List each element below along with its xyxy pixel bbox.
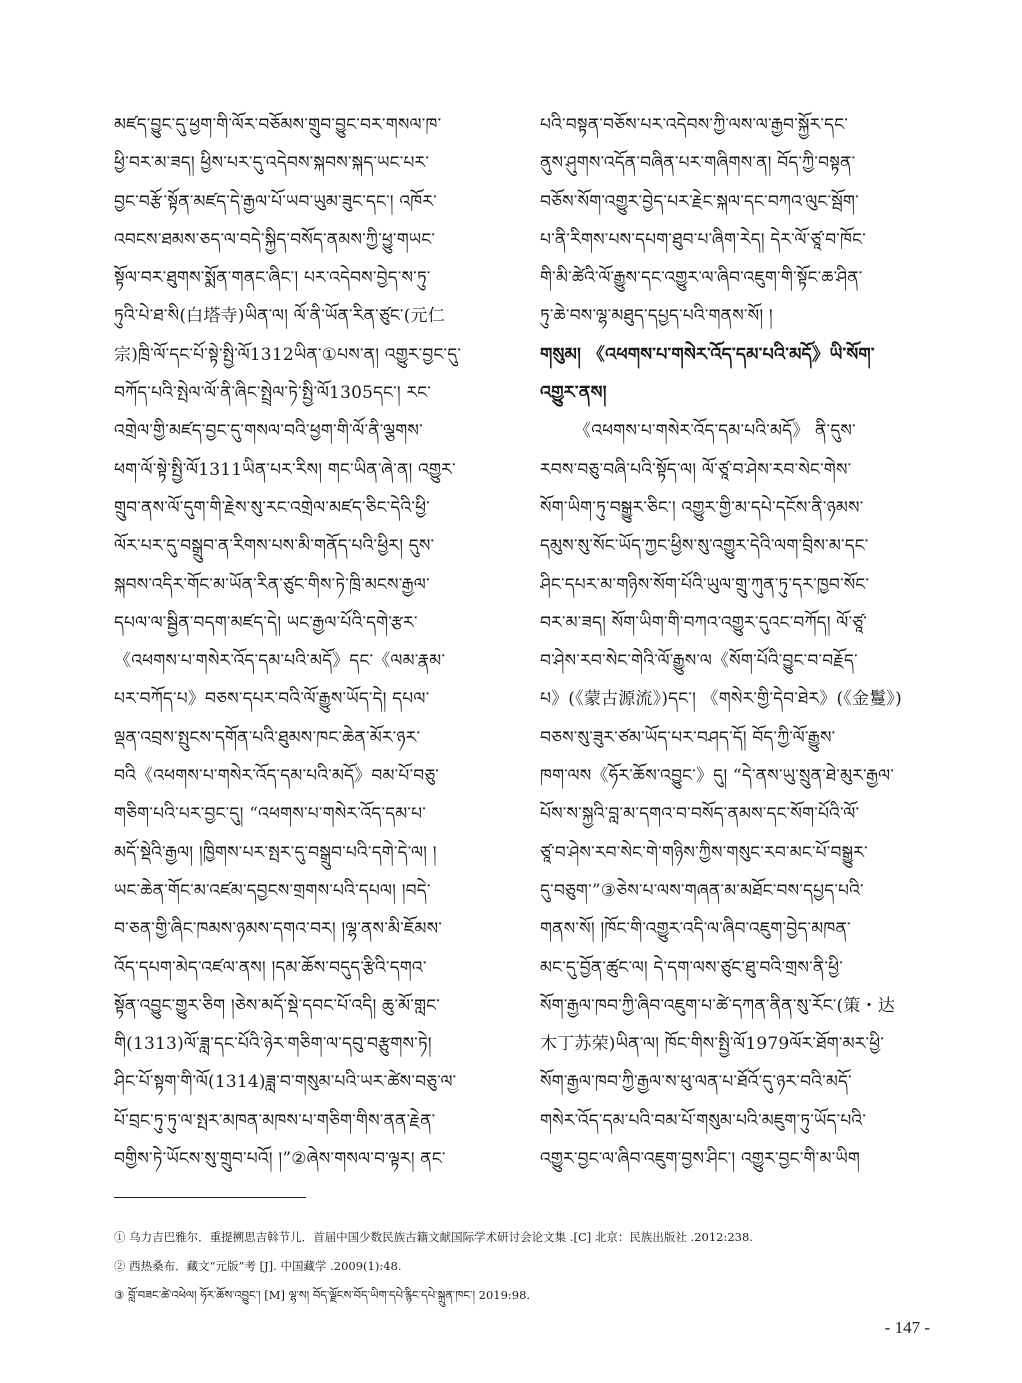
text-line: བྱང་བརྩོ་སྟོན་མཛད་དེ་རྒྱལ་པོ་ཡབ་ཡུམ་ཟུང་དང་། འཁོར་ [114,191,437,212]
text-line: གྲུབ་ནས་ལོ་དུག་གི་རྗེས་སུ་རང་འགྲེལ་མཛད་ཅིང་དེའི་ཕྱི་ [114,497,431,518]
text-line: མཛད་བྱུང་དུ་ཕྱག་གི་ལོར་བཅོམས་གྲུབ་བྱུང་བར་གསལ་ཁ་ [114,115,442,135]
text-line: རབས་བཅུ་བཞི་པའི་སྟོད་ལ། ལོ་ཙཱ་བ་ཤེས་རབ་སེང་གེས་ [540,459,852,480]
text-line: འགྲེལ་གྱི་མཛད་བྱང་དུ་གསལ་བའི་ཕྱག་གི་ལོ་ནི་ལྕགས་ [114,421,423,442]
text-line: བཅོས་སོག་འགྱུར་བྱེད་པར་རྗེང་སྐལ་དང་བཀའ་ལུང་སྦོག་ [540,191,859,212]
text-line: སོག་རྒྱལ་ཁབ་ཀྱི་རྒྱལ་ས་ཕུ་ལན་པ་ཐོའོ་དུ་ཉར་བའི་མདོ་ [540,1072,852,1093]
text-line: ལྡན་འབྲས་སྤུངས་དགོན་པའི་ཐུམས་ཁང་ཆེན་མོར་ཉར་ [114,727,421,748]
text-line: 《འཕགས་པ་གསེར་འོད་དམ་པའི་མདོ》དང་《ལམ་རྣམ་ [114,651,446,672]
text-line: སྟོལ་བར་ཐུགས་སྨོན་གནང་ཞིང་། པར་འདེབས་བྱེད་ས་ཏུ་ [114,268,431,289]
text-line: ཏུའི་པེ་ཐ་སི(白塔寺)ཡིན་ལ། ལོ་ནི་ཡོན་རིན་ཙུང་(元仁 [114,306,445,327]
footnote-2: ② 西热桑布．藏文“元版”考 [J]. 中国藏学 .2009(1):48. [114,1259,402,1273]
text-line: བ་ཅན་གྱི་ཞིང་ཁམས་ཉམས་དགའ་བར། །ལྷ་ནས་མི་ཇོམས་ [114,919,443,940]
text-line: གི་མི་ཚེའི་ལོ་རྒྱུས་དང་འགྱུར་ལ་ཞིབ་འཇུག་གི་སྟོང་ཆ་ཤིན་ [540,268,863,289]
text-line: ནུས་ཤུགས་འདོན་བཞིན་པར་གཞིགས་ན། བོད་ཀྱི་བསྟན་ [540,153,856,174]
text-line: འོད་དཔག་མེད་འཛལ་ནས། །དམ་ཆོས་བདུད་རྩིའི་དགའ་ [114,957,427,978]
text-line: ཕྱི་བར་མ་ཟད། ཕྱིས་པར་དུ་འདེབས་སྐབས་སྐད་ཡང་པར་ [114,153,430,174]
text-line: ཕག་ལོ་སྟེ་སྤྱི་ལོ1311ཡིན་པར་རིས། གང་ཡིན་ཞེ་ན། འགྱུར་ [114,459,456,480]
text-line: ཁག་ལས《ཧོར་ཆོས་འབྱུང་》དུ། “དེ་ནས་ཡུ་སྲུན་ཐེ་མུར་རྒྱལ་ [540,766,895,787]
text-line: བཅས་སུ་ཟུར་ཙམ་ཡོད་པར་བཤད་དོ། བོད་ཀྱི་ལོ་རྒྱུས་ [540,727,836,748]
text-line: བའི《འཕགས་པ་གསེར་འོད་དམ་པའི་མདོ》བམ་པོ་བཅུ་ [114,766,440,787]
text-line: གི(1313)ལོ་ཟླ་དང་པོའི་ཉེར་གཅིག་ལ་དབུ་བརྩུགས་ཏེ། [114,1034,432,1055]
footnote-divider [114,1197,306,1198]
left-column [114,106,509,1178]
text-line: གསེར་འོད་དམ་པའི་བམ་པོ་གསུམ་པའི་མཇུག་ཏུ་ཡོད་པའི་ [540,1110,867,1131]
text-line: པོ་བྲང་ཏུ་ཏུ་ལ་སྤར་མཁན་མཁས་པ་གཅིག་གིས་ནན་རྗེན་ [114,1110,436,1131]
text-line: ཡང་ཆེན་གོང་མ་འཛམ་དབྱངས་གྲགས་པའི་དཔལ། །བདེ་ [114,880,431,901]
text-line: གནས་སོ། །ཁོང་གི་འགྱུར་འདི་ལ་ཞིབ་འཇུག་བྱེད་མཁན་ [540,919,851,940]
footnotes [114,1226,934,1313]
page-number: - 147 - [884,1318,930,1337]
text-line: པའི་བསྟན་བཅོས་པར་འདེབས་ཀྱི་ལས་ལ་རྒྱབ་སྐྱོར་དང་ [540,115,848,135]
text-line: བར་མ་ཟད། སོག་ཡིག་གི་བཀའ་འགྱུར་དུའང་བཀོད། ལོ་ཙཱ་ [540,612,868,633]
text-line: 木丁苏荣)ཡིན་ལ། ཁོང་གིས་སྤྱི་ལོ1979ལོར་ཐོག་མར་ཕྱི་ [540,1034,885,1055]
text-line: ཙཱ་བ་ཤེས་རབ་སེང་གེ་གཉིས་ཀྱིས་གསུང་རབ་མང་པོ་བསྒྱུར་ [540,842,868,863]
footnote-3: ③ བློ་བཟང་ཚེ་འཕེལ། ཧོར་ཆོས་འབྱུང་། [M] ལྷ་ས། བོད་ལྗོངས་བོད་ཡིག་དཔེ་རྙིང་དཔེ་སྐྲུན་ཁང་། 2019:98. [114,1288,531,1302]
text-line: པོས་ས་སྐྱའི་བླ་མ་དགའ་བ་བསོད་ནམས་དང་སོག་པོའི་ལོ་ [540,804,860,825]
text-line: མང་དུ་བྱོན་ཚུང་ལ། དེ་དག་ལས་ཙུང་ཐུ་བའི་གྲས་ནི་ཕྱི་ [540,957,844,978]
text-line: 《འཕགས་པ་གསེར་འོད་དམ་པའི་མདོ》 ནི་དུས་ [574,421,856,442]
text-line: 宗)ཁྲི་ལོ་དང་པོ་སྟེ་སྤྱི་ལོ1312ཡིན་①པས་ན། འགྱུར་བྱང་དུ་ [114,344,462,365]
text-line: དཔལ་ལ་སྦྱིན་བདག་མཛད་དེ། ཡང་རྒྱལ་པོའི་དགེ་རྩར་ [114,612,418,633]
section-heading: འགྱུར་ནས། [540,383,607,404]
text-line: མདོ་སྡེའི་རྒྱལ། །ཁྱིགས་པར་སྤར་དུ་བསྒྲུབ་པའི་དགེ་དེ་ལ། ། [114,842,437,863]
text-line: བགྱིས་ཏེ་ཡོངས་སུ་གྲུབ་པའོ། །”②ཞེས་གསལ་བ་ལྟར། ནང་ [114,1149,446,1170]
text-line: སྟོན་འབྱུང་གྱུར་ཅིག །ཅེས་མདོ་སྡེ་དབང་པོ་འདི། ཆུ་མོ་གླང་ [114,995,440,1016]
right-column [540,106,935,1178]
text-line: པ་ནི་རིགས་པས་དཔག་ཐུབ་པ་ཞིག་རེད། དེར་ལོ་ཙཱ་བ་ཁོང་ [540,229,866,250]
text-line: ཤིང་དཔར་མ་གཉིས་སོག་པོའི་ཡུལ་གྲུ་ཀུན་ཏུ་དར་ཁྱབ་སོང་ [540,574,870,595]
text-line: དམུས་སུ་སོང་ཡོད་ཀྱང་ཕྱིས་སུ་འགྱུར་དེའི་ལག་བྲིས་མ་དང་ [540,536,869,557]
footnote-1: ① 乌力吉巴雅尔．重提搠思吉斡节儿．首届中国少数民族古籍文献国际学术研讨会论文集 .[C] 北京：民族出版社 .2012:238. [114,1230,753,1244]
text-line: སོག་ཡིག་ཏུ་བསྒྱུར་ཅིང་། འགྱུར་གྱི་མ་དཔེ་དངོས་ནི་ཉམས་ [540,497,864,518]
text-line: འབངས་ཐམས་ཅད་ལ་བདེ་སྐྱིད་བསོད་ནམས་ཀྱི་ཕྱུ་གཡང་ [114,229,436,250]
text-line: སྐབས་འདིར་གོང་མ་ཡོན་རིན་ཙུང་གིས་ཏེ་ཁྲི་མངས་རྒྱལ་ [114,574,430,595]
text-line: ལོར་པར་དུ་བསྒྲུབ་ན་རིགས་པས་མི་གནོད་པའི་ཕྱིར། དུས་ [114,536,435,557]
section-heading: གསུམ། 《འཕགས་པ་གསེར་འོད་དམ་པའི་མདོ》ཡི་སོག་ [540,344,875,365]
text-line: ཤིང་པོ་སྟག་གི་ལོ(1314)ཟླ་བ་གསུམ་པའི་ཡར་ཚེས་བཅུ་ལ་ [114,1072,457,1093]
text-line: འགྱུར་བྱང་ལ་ཞིབ་འཇུག་བྱས་ཤིང་། འགྱུར་བྱང་གི་མ་ཡིག [540,1149,861,1170]
text-line: པ》(《蒙古源流》)དང་། 《གསེར་གྱི་དེབ་ཐེར》(《金鬘》) [540,689,902,710]
text-line: བཀོད་པའི་སྤེལ་ལོ་ནི་ཞིང་སྤྲེལ་ཏེ་སྤྱི་ལོ1305དང་། རང་ [114,383,432,404]
text-line: སོག་རྒྱལ་ཁབ་ཀྱི་ཞིབ་འཇུག་པ་ཚེ་དཀན་ནིན་སུ་རོང་(策・达 [540,995,895,1016]
text-line: ཏུ་ཆེ་བས་ལྷ་མཐུད་དཔྱད་པའི་གནས་སོ། ། [540,306,773,327]
text-line: བ་ཤེས་རབ་སེང་གེའི་ལོ་རྒྱུས་ལ《སོག་པོའི་བྱུང་བ་བརྗོད་ [540,651,858,672]
text-line: དུ་བཅུག་”③ཅེས་པ་ལས་གཞན་མ་མཐོང་བས་དཔྱད་པའི་ [540,880,864,901]
text-line: པར་བཀོད་པ》བཅས་དཔར་བའི་ལོ་རྒྱུས་ཡོད་དེ། དཔལ་ [114,689,430,710]
text-line: གཅིག་པའི་པར་བྱང་དུ། “འཕགས་པ་གསེར་འོད་དམ་པ་ [114,804,427,825]
